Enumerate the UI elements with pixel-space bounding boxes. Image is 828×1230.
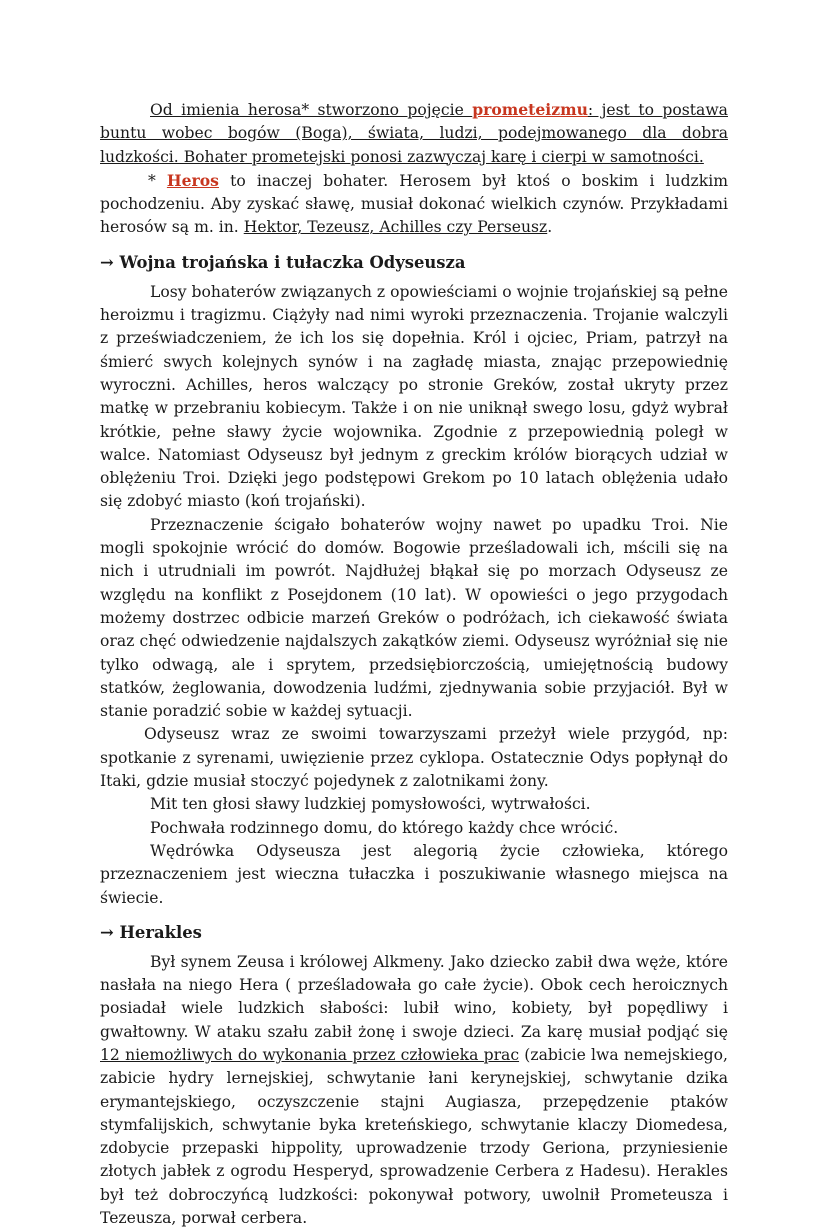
herakles-paragraph: Był synem Zeusa i królowej Alkmeny. Jako dziecko zabił dwa węże, które nasłała na niego Hera ( prześladowała go całe życie). Obok cech heroicznych posiadał wiele ludzkich słabości: lubił wino, kobiety, był popędliwy i gwałtowny. W ataku szału zabił żonę i swoje dzieci. Za karę musiał podjąć się 12 niemożliwych do wykonania przez człowieka prac (zabicie lwa nemejskiego, zabicie hydry lernejskiej, schwytanie łani kerynejskiej, schwytanie dzika erymantejskiego, oczyszczenie stajni Augiasza, przepędzenie ptaków stymfalijskich, schwytanie byka kreteńskiego, schwytanie klaczy Diomedesa, zdobycie przepaski hippolity, uprowadzenie trzody Geriona, przyniesienie złotych jabłek z ogrodu Hesperyd, sprowadzenie Cerbera z Hadesu). Herakles był też dobroczyńcą ludzkości: pokonywał potwory, uwolnił Prometeusza i Tezeusza, porwał cerbera. (100, 952, 729, 1228)
term-prometeizm: prometeizmu (472, 100, 588, 119)
prometeizm-definition: Od imienia herosa* stworzono pojęcie prometeizmu: jest to postawa buntu wobec bogów (Boga), świata, ludzi, podejmowanego dla dobra ludzkości. Bohater prometejski ponosi zazwyczaj karę i cierpi w samotności. (100, 100, 728, 166)
heroes-list: Hektor, Tezeusz, Achilles czy Perseusz (243, 218, 548, 237)
paragraph: Losy bohaterów związanych z opowieściami o wojnie trojańskiej są pełne heroizmu i tragizmu. Ciążyły nad nimi wyroki przeznaczenia. Trojanie walczyli z przeświadczeniem, że ich los się dopełnia. Król i ojciec, Priam, patrzył na śmierć swych kolejnych synów i na zagładę miasta, znając przepowiednię wyroczni. Achilles, heros walczący po stronie Greków, został ukryty przez matkę w przebraniu kobiecym. Także i on nie uniknął swego losu, gdyż wybrał krótkie, pełne sławy życie wojownika. Zgodnie z przepowiednią poległ w walce. Natomiast Odyseusz był jednym z greckim królów biorących udział w oblężeniu Troi. Dzięki jego podstępowi Grekom po 10 latach oblężenia udało się zdobyć miasto (koń trojański). (100, 282, 728, 511)
twelve-labours: 12 niemożliwych do wykonania przez człowieka prac (100, 1045, 520, 1064)
paragraph: Wędrówka Odyseusza jest alegorią życie człowieka, którego przeznaczeniem jest wieczna tułaczka i poszukiwanie własnego miejsca na świecie. (100, 841, 728, 907)
paragraph: Mit ten głosi sławy ludzkiej pomysłowości, wytrwałości. (150, 795, 591, 814)
heros-paragraph: * Heros to inaczej bohater. Herosem był ktoś o boskim i ludzkim pochodzeniu. Aby zyskać sławę, musiał dokonać wielkich czynów. Przykładami herosów są m. in. Hektor, Tezeusz, Achilles czy Perseusz. (100, 170, 728, 237)
paragraph: Pochwała rodzinnego domu, do którego każdy chce wrócić. (150, 818, 619, 837)
term-heros: Heros (166, 170, 219, 190)
paragraph: Odyseusz wraz ze swoimi towarzyszami przeżył wiele przygód, np: spotkanie z syrenami, uwięzienie przez cyklopa. Ostatecznie Odys popłynął do Itaki, gdzie musiał stoczyć pojedynek z zalotnikami żony. (100, 725, 728, 791)
section-heading-herakles: → Herakles (100, 922, 202, 942)
section-heading-troy: → Wojna trojańska i tułaczka Odyseusza (100, 252, 466, 272)
prometeizm-paragraph (100, 98, 728, 169)
paragraph: Przeznaczenie ścigało bohaterów wojny nawet po upadku Troi. Nie mogli spokojnie wrócić do domów. Bogowie prześladowali ich, mścili się na nich i utrudniali im powrót. Najdłużej błąkał się po morzach Odyseusz ze względu na konflikt z Posejdonem (10 lat). W opowieści o jego przygodach możemy dostrzec odbicie marzeń Greków o podróżach, ich ciekawość świata oraz chęć odwiedzenie najdalszych zakątków ziemi. Odyseusz wyróżniał się nie tylko odwagą, ale i sprytem, przedsiębiorczością, umiejętnością budowy statków, żeglowania, dowodzenia ludźmi, zjednywania sobie przyjaciół. Był w stanie poradzić sobie w każdej sytuacji. (100, 515, 728, 721)
